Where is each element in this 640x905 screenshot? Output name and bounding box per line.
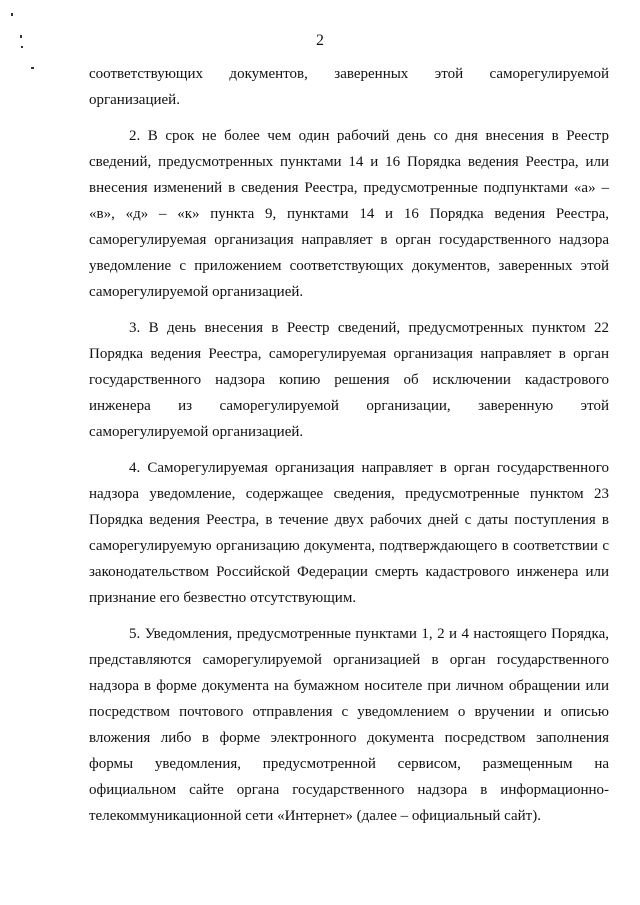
paragraph-3: 3. В день внесения в Реестр сведений, предусмотренных пунктом 22 Порядка ведения Реестра, саморегулируемая организация направляет в орган государственного надзора копию решения об исключении кадастрового инженера из саморегулируемой организации, заверенную этой саморегулируемой организацией. <box>89 320 609 440</box>
scan-mark <box>31 67 34 69</box>
paragraph-continuation: соответствующих документов, заверенных этой саморегулируемой организацией. <box>89 66 609 108</box>
page-number: 2 <box>316 32 324 49</box>
paragraph-5: 5. Уведомления, предусмотренные пунктами 1, 2 и 4 настоящего Порядка, представляются саморегулируемой организацией в орган государственного надзора в форме документа на бумажном носителе при личном обращении или посредством почтового отправления с уведомлением о вручении и описью вложения либо в форме электронного документа посредством заполнения формы уведомления, предусмотренной сервисом, размещенным на официальном сайте органа государственного надзора в информационно-телекоммуникационной сети «Интернет» (далее – официальный сайт). <box>89 626 609 824</box>
document-body <box>89 61 609 839</box>
paragraph-2: 2. В срок не более чем один рабочий день со дня внесения в Реестр сведений, предусмотренных пунктами 14 и 16 Порядка ведения Реестра, или внесения изменений в сведения Реестра, предусмотренные подпунктами «а» – «в», «д» – «к» пункта 9, пунктами 14 и 16 Порядка ведения Реестра, саморегулируемая организация направляет в орган государственного надзора уведомление с приложением соответствующих документов, заверенных этой саморегулируемой организацией. <box>89 128 609 300</box>
scan-mark <box>11 13 13 16</box>
paragraph-4: 4. Саморегулируемая организация направляет в орган государственного надзора уведомление, содержащее сведения, предусмотренные пунктом 23 Порядка ведения Реестра, в течение двух рабочих дней с даты поступления в саморегулируемую организацию документа, подтверждающего в соответствии с законодательством Российской Федерации смерть кадастрового инженера или признание его безвестно отсутствующим. <box>89 460 609 606</box>
